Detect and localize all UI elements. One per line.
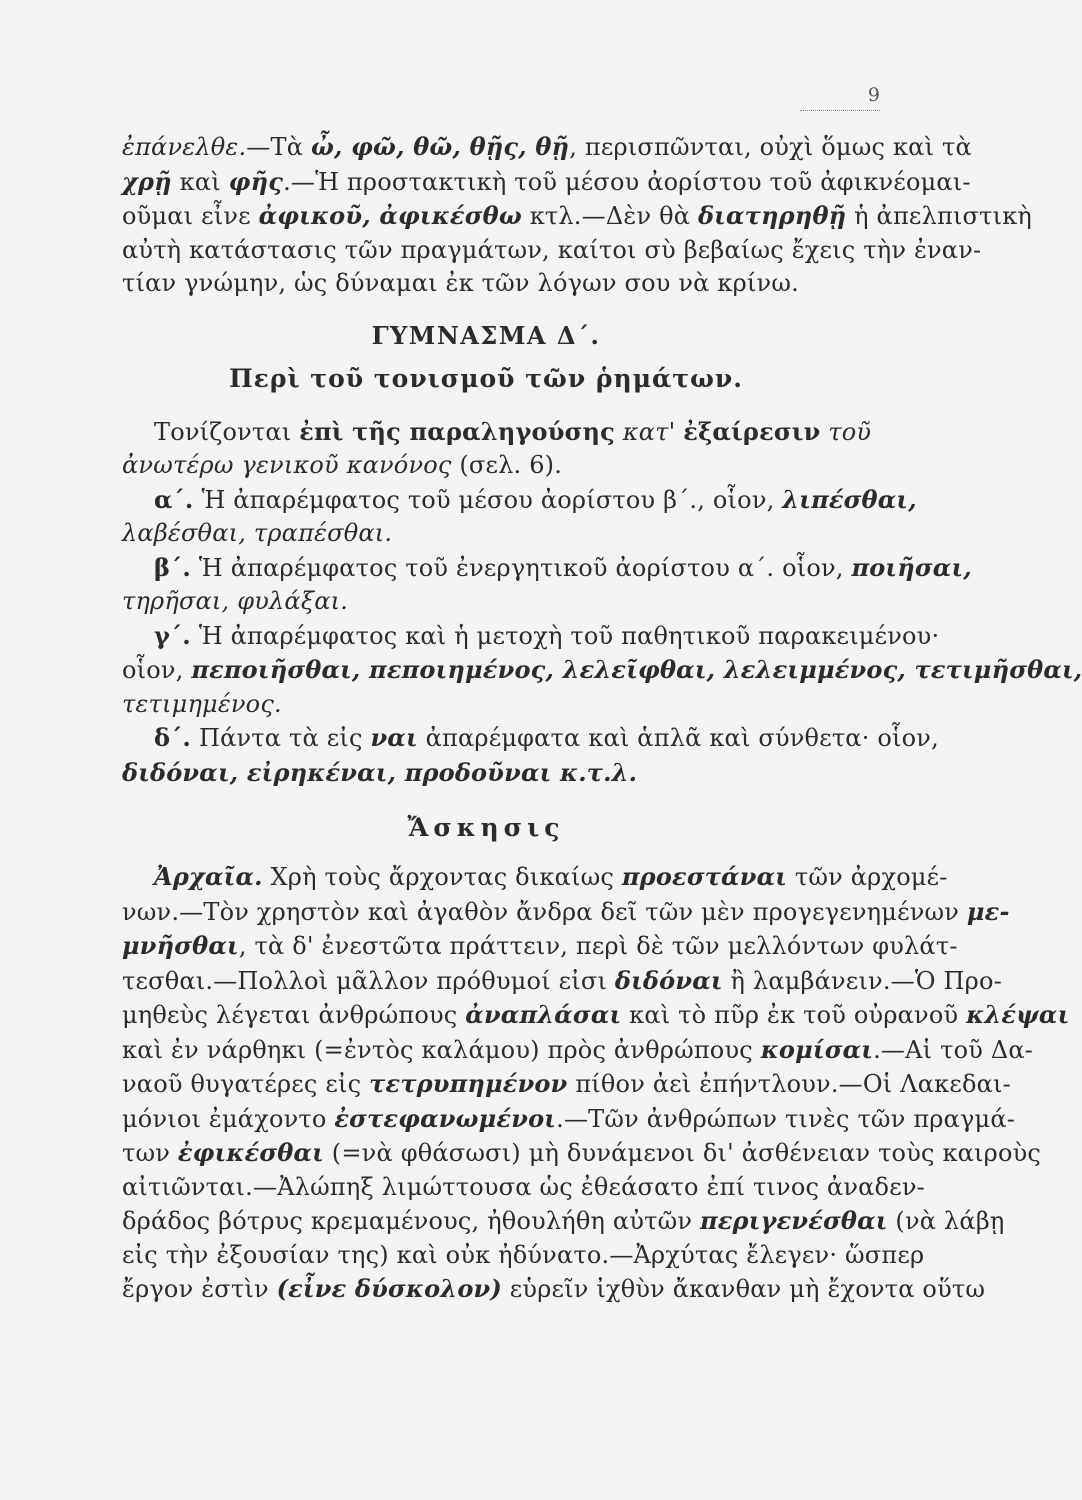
text-bold: με- [966,896,1010,926]
text-line [122,1239,925,1273]
text-bold: ποιῆσαι, [851,552,972,582]
text-run: , περισπῶνται, οὐχὶ ὅμως καὶ τὰ [569,133,972,161]
text-run: των [122,1139,178,1167]
text-line [122,653,1082,688]
text-bold: (εἶνε δύσκολον) [276,1274,502,1303]
text-italic: ἐπάνελθε. [122,133,247,161]
text-line [122,585,850,619]
text-line [122,895,1010,930]
text-run: .—Τῶν ἀνθρώπων τινὲς τῶν πραγμά- [556,1104,1016,1133]
rule-alpha [122,483,917,551]
text-run: καὶ [171,167,229,196]
text-run: —Τὰ [246,133,311,161]
text-line [122,1033,1034,1068]
text-run: καὶ ἐν νάρθηκι (=ἐντὸς καλάμου) πρὸς ἀνθρώπους [122,1035,761,1064]
text-run: Τονίζονται [154,417,300,446]
text-bold: Ἀρχαῖα. [154,862,263,891]
text-italic: κατ' [614,417,684,446]
text-run: μηθεὺς λέγεται ἀνθρώπους [122,1001,466,1029]
text-bold: περιγενέσθαι [700,1206,888,1235]
text-run: (=νὰ φθάσωσι) μὴ δυνάμενοι δι' ἀσθένειαν τοὺς καιροὺς [323,1139,1042,1167]
spacer [122,401,850,415]
text-bold: ἀναπλάσαι [465,1000,622,1029]
text-run: Ἡ ἀπαρέμφατος τοῦ μέσου ἀορίστου β΄., οἷον, [201,485,783,514]
rule-label: β΄. [154,552,191,582]
text-bold: διδόναι, εἰρηκέναι, προδοῦναι κ.τ.λ. [122,757,638,787]
text-bold: κομίσαι [760,1034,874,1064]
text-italic: τετιμημένος. [122,689,282,718]
text-run: κτλ.—Δὲν θὰ [521,202,698,230]
exercise-paragraph [122,860,1070,1307]
text-bold: ἐπὶ τῆς παραληγούσης [299,416,615,446]
text-bold: κλέψαι [966,1000,1070,1029]
text-run: πίθον ἀεὶ ἐπήντλουν.—Οἱ Λακεδαι- [567,1070,1011,1098]
text-italic: τηρῆσαι, φυλάξαι. [122,587,349,615]
text-line [122,619,940,654]
text-line [122,415,872,450]
text-bold: ἀφικοῦ, ἀφικέσθω [258,201,522,230]
text-line [122,929,958,964]
text-line [122,1102,1016,1137]
rule-gamma [122,619,1082,722]
text-line [122,130,972,165]
text-run: μόνιοι ἐμάχοντο [122,1104,335,1133]
text-run: δράδος βότρυς κρεμαμένους, ἠθουλήθη αὐτῶν [122,1207,700,1235]
text-run: οῦμαι εἶνε [122,202,259,230]
text-line [122,721,939,756]
text-run: τῶν ἀρχομέ- [787,863,948,891]
text-line [122,1272,986,1307]
text-line [122,1171,925,1205]
text-line [122,964,1002,999]
text-bold: πεποιῆσθαι, πεποιημένος, λελεῖφθαι, λελειμμένος, τετιμῆσθαι, [191,655,1082,684]
text-italic: ἀνωτέρω γενικοῦ κανόνος [122,451,452,479]
text-bold: διδόναι [614,965,723,995]
text-bold: προεστάναι [621,862,788,891]
text-line [122,551,972,586]
text-run: ἔργον ἐστὶν [122,1275,277,1303]
text-line [122,1136,1042,1171]
text-line [122,860,948,895]
text-bold: διατηρηθῇ [697,201,847,230]
text-line [122,267,850,301]
text-line [122,199,1033,234]
section-subtitle: Περὶ τοῦ τονισμοῦ τῶν ῥημάτων. [229,363,743,393]
section-title: ΓΥΜΝΑΣΜΑ Δ΄. [371,320,601,350]
text-run: .—Ἡ προστακτικὴ τοῦ μέσου ἀορίστου τοῦ ἀφικνέομαι- [283,167,971,196]
text-run: Ἡ ἀπαρέμφατος τοῦ ἐνεργητικοῦ ἀορίστου α΄. οἷον, [198,553,852,582]
text-line [122,1067,1011,1102]
text-bold: φῆς [228,166,284,196]
text-bold: χρῇ [122,166,172,196]
rule-beta [122,551,972,619]
rules-intro [122,415,872,483]
text-bold: μνῆσθαι [122,931,239,960]
page-number-rule [800,110,880,111]
text-bold: ἐξαίρεσιν [683,416,821,446]
text-run: ναοῦ θυγατέρες εἰς [122,1070,370,1098]
spacer [122,301,850,315]
text-run: ἡ ἀπελπιστικὴ [846,202,1033,230]
exercise-title: Ἄσκησις [407,813,565,842]
text-line [122,234,982,268]
text-run: αἰτιῶνται.—Ἀλώπηξ λιμώττουσα ὡς ἐθεάσατο ἐπί τινος ἀναδεν- [122,1172,925,1201]
text-bold: λιπέσθαι, [782,484,917,514]
text-run: οἷον, [122,656,192,684]
text-bold: ἐφικέσθαι [177,1138,324,1167]
text-run: Πάντα τὰ εἰς [198,724,371,752]
text-bold: ἐστεφανωμένοι [334,1103,557,1133]
text-run: τεσθαι.—Πολλοὶ μᾶλλον πρόθυμοί εἰσι [122,966,615,995]
text-line [122,688,850,722]
text-run: αὐτὴ κατάστασις τῶν πραγμάτων, καίτοι σὺ βεβαίως ἔχεις τὴν ἐναν- [122,235,982,264]
text-bold: ὦ, φῶ, θῶ, θῇς, θῇ [310,132,570,161]
page-number: 9 [867,84,880,106]
rule-delta [122,721,939,790]
text-line [122,998,1070,1033]
text-run: (νὰ λάβῃ [887,1207,1005,1235]
text-bold: ναι [370,723,418,752]
text-line [122,165,971,200]
text-run: .—Αἱ τοῦ Δα- [873,1035,1034,1064]
text-run: (σελ. 6). [451,451,563,479]
text-run: νων.—Τὸν χρηστὸν καὶ ἀγαθὸν ἄνδρα δεῖ τῶν μὲν προγεγενημένων [122,897,967,926]
text-run: τίαν γνώμην, ὡς δύναμαι ἐκ τῶν λόγων σου νὰ κρίνω. [122,269,799,297]
text-line [122,449,850,483]
rule-label: δ΄. [154,723,191,752]
intro-paragraph [122,130,1033,301]
text-run: εἰς τὴν ἐξουσίαν της) καὶ οὐκ ἠδύνατο.—Ἀρχύτας ἔλεγεν· ὥσπερ [122,1240,925,1269]
rule-label: α΄. [154,484,194,514]
text-run: καὶ τὸ πῦρ ἐκ τοῦ οὐρανοῦ [621,1001,967,1029]
text-bold: τετρυπημένον [369,1069,568,1098]
text-run: Χρὴ τοὺς ἄρχοντας δικαίως [262,863,622,891]
text-line [122,517,850,551]
text-italic: τοῦ [820,417,872,446]
text-run: Ἡ ἀπαρέμφατος καὶ ἡ μετοχὴ τοῦ παθητικοῦ παρακειμένου· [198,621,940,650]
text-italic: λαβέσθαι, τραπέσθαι. [122,519,393,547]
text-line [122,1204,1005,1239]
body-text [122,130,1082,1307]
text-line [122,483,917,518]
text-run: εὑρεῖν ἰχθὺν ἄκανθαν μὴ ἔχοντα οὕτω [501,1275,986,1303]
text-run: , τὰ δ' ἐνεστῶτα πράττειν, περὶ δὲ τῶν μελλόντων φυλάτ- [238,932,958,960]
text-run: ἢ λαμβάνειν.—Ὁ Προ- [722,966,1002,995]
text-run: ἀπαρέμφατα καὶ ἁπλᾶ καὶ σύνθετα· οἷον, [417,724,939,752]
rule-label: γ΄. [154,620,191,650]
text-line [122,756,850,791]
